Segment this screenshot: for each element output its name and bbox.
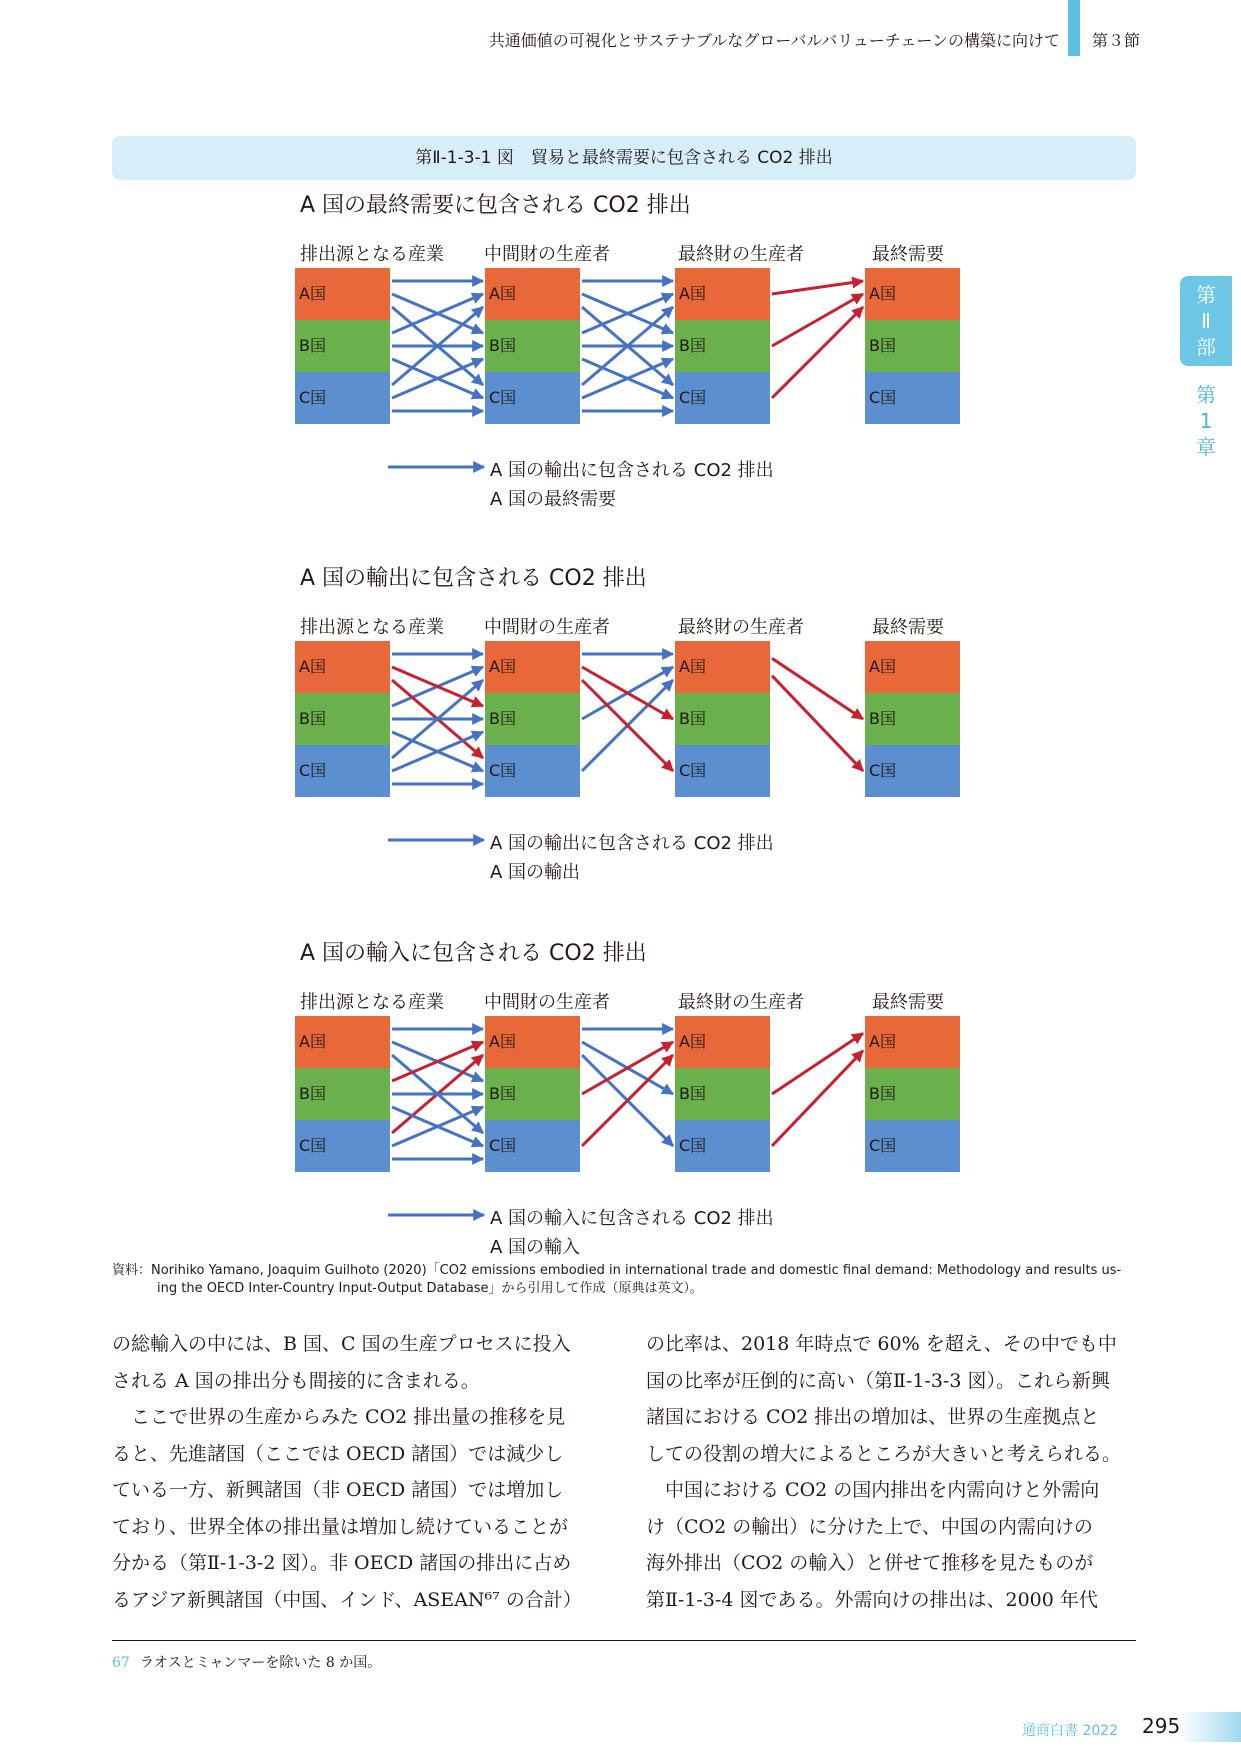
running-header-section: 第３節 — [1092, 31, 1141, 50]
block-final-demand-a: A国 — [865, 1016, 960, 1068]
block-intermediate-c: C国 — [485, 372, 580, 424]
block-source-a: A国 — [295, 1016, 390, 1068]
block-final-producer-c: C国 — [675, 1120, 770, 1172]
block-intermediate-a: A国 — [485, 268, 580, 320]
body-line: される A 国の排出分も間接的に含まれる。 — [112, 1369, 480, 1392]
block-final-producer-a: A国 — [675, 641, 770, 693]
body-line: しての役割の増大によるところが大きいと考えられる。 — [646, 1442, 1122, 1465]
block-source-b: B国 — [295, 320, 390, 372]
body-column-left — [112, 1326, 602, 1618]
body-line: ると、先進諸国（ここでは OECD 諸国）では減少し — [112, 1442, 564, 1465]
side-tab-chapter-char: 1 — [1199, 409, 1213, 433]
column-header-intermediate: 中間財の生産者 — [484, 617, 610, 638]
block-final-producer-b: B国 — [675, 1068, 770, 1120]
source-line: ing the OECD Inter-Country Input-Output Database」から引用して作成（原典は英文）。 — [157, 1281, 704, 1296]
block-intermediate-c: C国 — [485, 745, 580, 797]
block-final-demand-a: A国 — [865, 268, 960, 320]
figure-source — [112, 1262, 1136, 1298]
running-header-title: 共通価値の可視化とサステナブルなグローバルバリューチェーンの構築に向けて — [488, 31, 1060, 50]
legend-red-label: A 国の輸入 — [490, 1237, 581, 1258]
column-header-final-demand: 最終需要 — [872, 992, 944, 1013]
body-line: 分かる（第Ⅱ-1-3-2 図）。非 OECD 諸国の排出に占め — [112, 1552, 572, 1574]
source-line: 資料：Norihiko Yamano, Joaquim Guilhoto (2020)「CO2 emissions embodied in international trade and domestic final demand: Methodology and results us- — [112, 1263, 1122, 1278]
body-line: 第Ⅱ-1-3-4 図である。外需向けの排出は、2000 年代 — [646, 1588, 1098, 1611]
panel-title: A 国の輸出に包含される CO2 排出 — [300, 566, 647, 591]
block-final-demand-c: C国 — [865, 372, 960, 424]
block-source-c: C国 — [295, 1120, 390, 1172]
column-header-final-producer: 最終財の生産者 — [678, 617, 804, 638]
column-header-emission-source: 排出源となる産業 — [300, 617, 444, 638]
legend-blue-label: A 国の輸入に包含される CO2 排出 — [490, 1208, 774, 1229]
column-header-intermediate: 中間財の生産者 — [484, 244, 610, 265]
block-intermediate-a: A国 — [485, 1016, 580, 1068]
block-intermediate-b: B国 — [485, 1068, 580, 1120]
block-source-a: A国 — [295, 268, 390, 320]
column-header-emission-source: 排出源となる産業 — [300, 244, 444, 265]
block-intermediate-a: A国 — [485, 641, 580, 693]
page-number: 295 — [1142, 1714, 1181, 1738]
block-final-producer-c: C国 — [675, 745, 770, 797]
footnote-text: ラオスとミャンマーを除いた 8 か国。 — [139, 1655, 382, 1671]
body-line: 海外排出（CO2 の輸入）と併せて推移を見たものが — [646, 1552, 1094, 1574]
body-column-right — [646, 1326, 1136, 1618]
footnote-number: 67 — [112, 1655, 130, 1671]
block-final-producer-c: C国 — [675, 372, 770, 424]
red-flow-arrow — [772, 281, 863, 294]
flow-arrows — [0, 561, 1241, 851]
column-header-final-producer: 最終財の生産者 — [678, 992, 804, 1013]
block-final-producer-a: A国 — [675, 268, 770, 320]
footer-accent-bar — [1180, 1712, 1241, 1742]
body-line: の比率は、2018 年時点で 60% を超え、その中でも中 — [646, 1333, 1117, 1355]
block-final-demand-c: C国 — [865, 745, 960, 797]
column-header-final-demand: 最終需要 — [872, 617, 944, 638]
figure-title: 第Ⅱ-1-3-1 図 貿易と最終需要に包含される CO2 排出 — [112, 136, 1136, 180]
block-intermediate-b: B国 — [485, 693, 580, 745]
legend-blue-label: A 国の輸出に包含される CO2 排出 — [490, 833, 774, 854]
body-line: け（CO2 の輸出）に分けた上で、中国の内需向けの — [646, 1515, 1093, 1538]
block-final-demand-c: C国 — [865, 1120, 960, 1172]
body-line: の総輸入の中には、B 国、C 国の生産プロセスに投入 — [112, 1333, 571, 1355]
legend-blue-label: A 国の輸出に包含される CO2 排出 — [490, 460, 774, 481]
side-tab-part-char: 部 — [1196, 335, 1216, 359]
side-tab-part-char: Ⅱ — [1201, 309, 1211, 333]
body-line: るアジア新興諸国（中国、インド、ASEAN⁶⁷ の合計） — [112, 1588, 582, 1611]
flow-arrows — [0, 936, 1241, 1226]
body-line: ている一方、新興諸国（非 OECD 諸国）では増加し — [112, 1479, 564, 1501]
flow-arrows — [0, 188, 1241, 478]
side-tab-chapter-char: 章 — [1196, 435, 1216, 459]
body-line: ここで世界の生産からみた CO2 排出量の推移を見 — [112, 1406, 566, 1428]
body-line: 中国における CO2 の国内排出を内需向けと外需向 — [646, 1479, 1100, 1501]
block-final-producer-a: A国 — [675, 1016, 770, 1068]
panel-title: A 国の輸入に包含される CO2 排出 — [300, 941, 647, 966]
footnote — [112, 1652, 381, 1672]
block-source-b: B国 — [295, 693, 390, 745]
block-intermediate-c: C国 — [485, 1120, 580, 1172]
column-header-intermediate: 中間財の生産者 — [484, 992, 610, 1013]
block-final-demand-b: B国 — [865, 1068, 960, 1120]
block-final-demand-a: A国 — [865, 641, 960, 693]
body-line: 諸国における CO2 排出の増加は、世界の生産拠点と — [646, 1406, 1100, 1428]
panel-title: A 国の最終需要に包含される CO2 排出 — [300, 193, 691, 218]
body-line: 国の比率が圧倒的に高い（第Ⅱ-1-3-3 図）。これら新興 — [646, 1369, 1110, 1392]
block-source-c: C国 — [295, 745, 390, 797]
block-final-producer-b: B国 — [675, 693, 770, 745]
block-final-demand-b: B国 — [865, 693, 960, 745]
side-tab-part-char: 第 — [1196, 283, 1216, 307]
side-tab-chapter-char: 第 — [1196, 383, 1216, 407]
legend-red-label: A 国の輸出 — [490, 862, 581, 883]
block-final-demand-b: B国 — [865, 320, 960, 372]
body-line: ており、世界全体の排出量は増加し続けていることが — [112, 1515, 569, 1538]
block-intermediate-b: B国 — [485, 320, 580, 372]
column-header-final-producer: 最終財の生産者 — [678, 244, 804, 265]
block-source-c: C国 — [295, 372, 390, 424]
legend-red-label: A 国の最終需要 — [490, 489, 617, 510]
block-final-producer-b: B国 — [675, 320, 770, 372]
block-source-b: B国 — [295, 1068, 390, 1120]
footnote-rule — [112, 1640, 1136, 1641]
footer-publication: 通商白書 2022 — [1022, 1723, 1119, 1739]
header-accent-bar — [1068, 0, 1080, 56]
column-header-emission-source: 排出源となる産業 — [300, 992, 444, 1013]
column-header-final-demand: 最終需要 — [872, 244, 944, 265]
block-source-a: A国 — [295, 641, 390, 693]
